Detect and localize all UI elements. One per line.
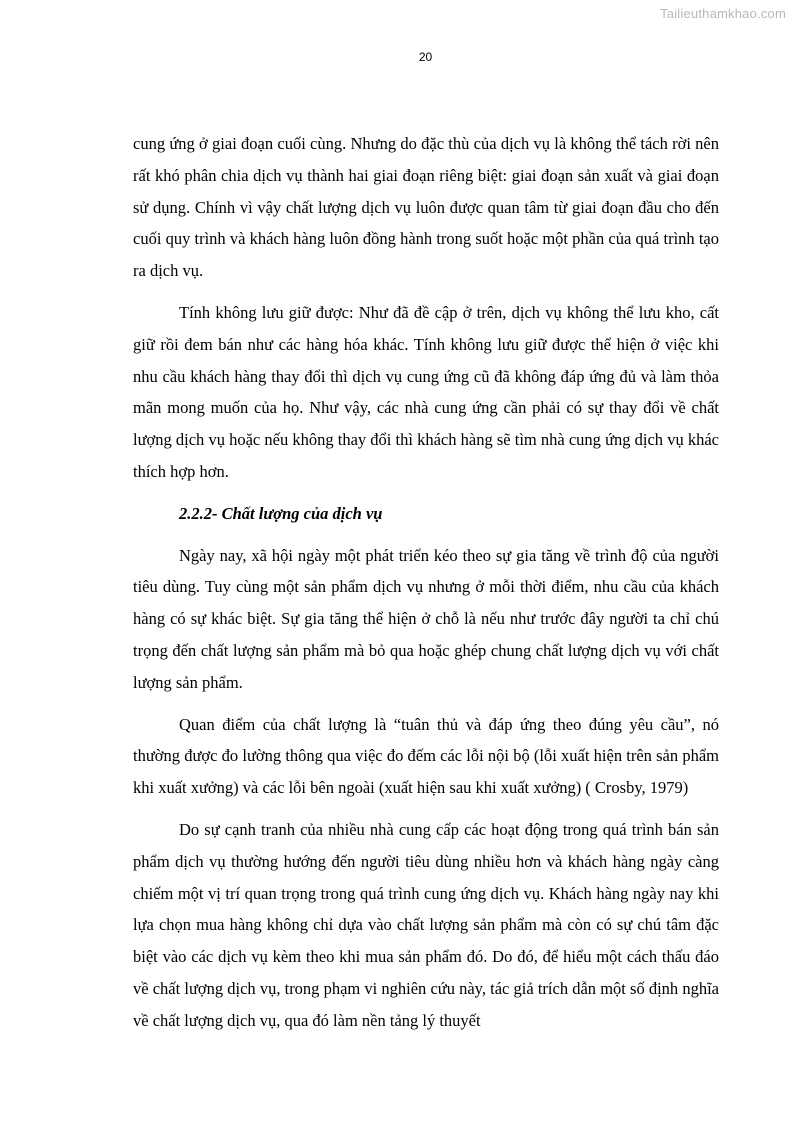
paragraph-consumer-trend: Ngày nay, xã hội ngày một phát triển kéo theo sự gia tăng về trình độ của người tiêu dùng. Tuy cùng một sản phẩm dịch vụ nhưng ở mỗi thời điểm, nhu cầu của khách hàng có sự khác biệt. Sự gia tăng thể hiện ở chỗ là nếu như trước đây người ta chỉ chú trọng đến chất lượng sản phẩm mà bỏ qua hoặc ghép chung chất lượng dịch vụ với chất lượng sản phẩm. xyxy=(133,545,719,692)
paragraph-continuation: cung ứng ở giai đoạn cuối cùng. Nhưng do đặc thù của dịch vụ là không thể tách rời nên rất khó phân chia dịch vụ thành hai giai đoạn riêng biệt: giai đoạn sản xuất và giai đoạn sử dụng. Chính vì vậy chất lượng dịch vụ luôn được quan tâm từ giai đoạn đầu cho đến cuối quy trình và khách hàng luôn đồng hành trong suốt hoặc một phần của quá trình tạo ra dịch vụ. xyxy=(133,134,719,281)
watermark: Tailieuthamkhao.com xyxy=(660,6,786,21)
page-number: 20 xyxy=(418,50,433,64)
paragraph-competition: Do sự cạnh tranh của nhiều nhà cung cấp các hoạt động trong quá trình bán sản phẩm dịch vụ thường hướng đến người tiêu dùng nhiều hơn và khách hàng ngày càng chiếm một vị trí quan trọng trong quá trình cung ứng dịch vụ. Khách hàng ngày nay khi lựa chọn mua hàng không chỉ dựa vào chất lượng sản phẩm mà còn có sự chú tâm đặc biệt vào các dịch vụ kèm theo khi mua sản phẩm đó. Do đó, để hiểu một cách thấu đáo về chất lượng dịch vụ, trong phạm vi nghiên cứu này, tác giả trích dẫn một số định nghĩa về chất lượng dịch vụ, qua đó làm nền tảng lý thuyết xyxy=(133,819,719,1030)
paragraph-quality-definition: Quan điểm của chất lượng là “tuân thủ và đáp ứng theo đúng yêu cầu”, nó thường được đo lường thông qua việc đo đếm các lỗi nội bộ (lỗi xuất hiện trên sản phẩm khi xuất xưởng) và các lỗi bên ngoài (xuất hiện sau khi xuất xưởng) ( Crosby, 1979) xyxy=(133,714,719,798)
section-heading: 2.2.2- Chất lượng của dịch vụ xyxy=(179,503,383,523)
document-body xyxy=(133,128,719,1047)
paragraph-perishability: Tính không lưu giữ được: Như đã đề cập ở trên, dịch vụ không thể lưu kho, cất giữ rồi đem bán như các hàng hóa khác. Tính không lưu giữ được thể hiện ở việc khi nhu cầu khách hàng thay đổi thì dịch vụ cung ứng cũ đã không đáp ứng đủ và làm thỏa mãn mong muốn của họ. Như vậy, các nhà cung ứng cần phải có sự thay đổi về chất lượng dịch vụ hoặc nếu không thay đổi thì khách hàng sẽ tìm nhà cung ứng dịch vụ khác thích hợp hơn. xyxy=(133,302,719,481)
